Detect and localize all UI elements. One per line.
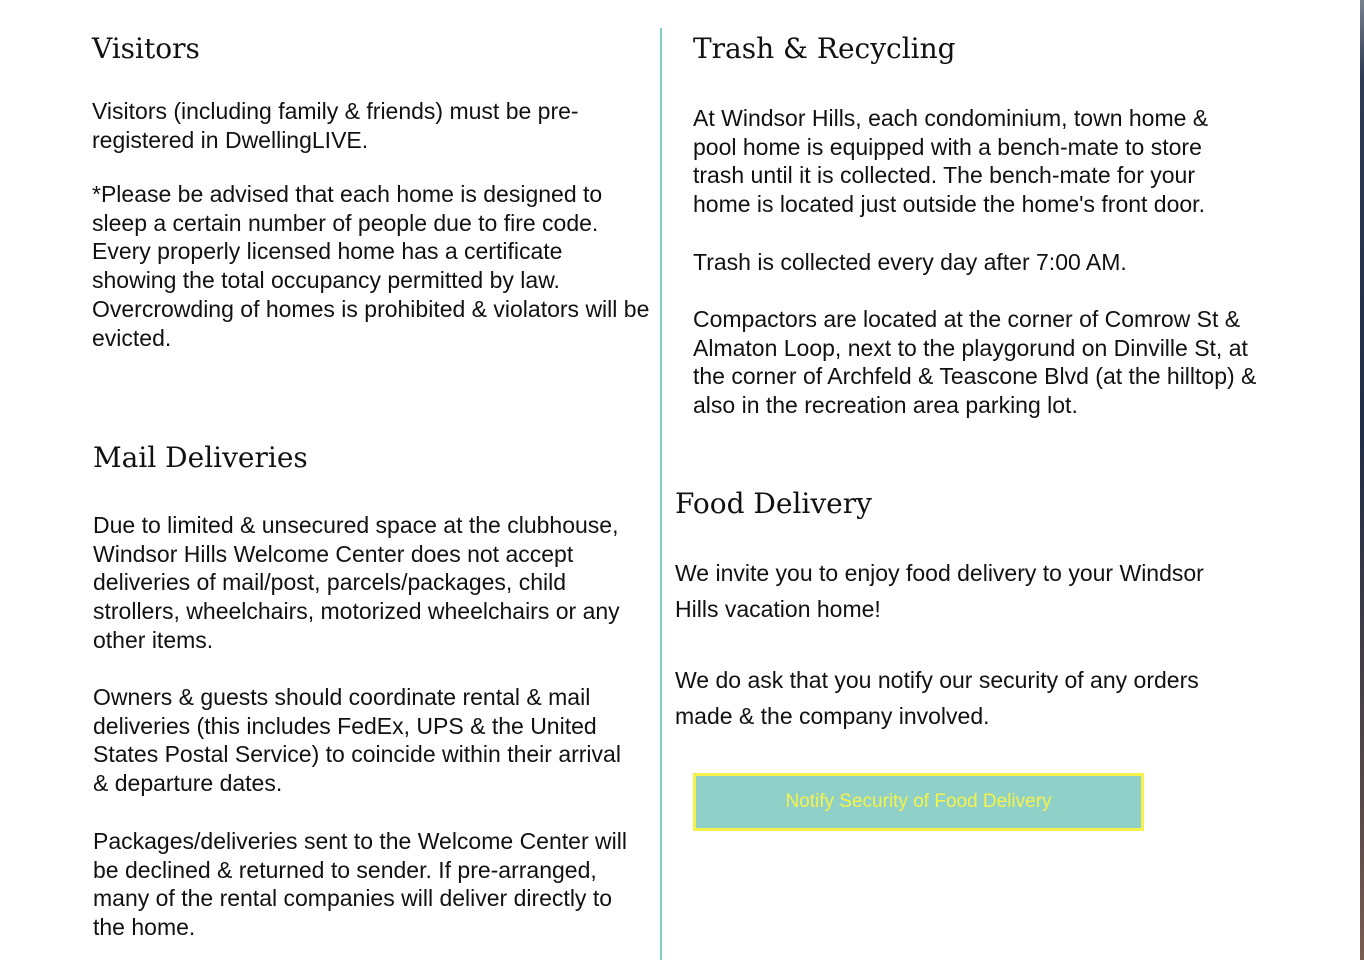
trash-recycling-paragraph-2: Trash is collected every day after 7:00 AM. — [693, 249, 1127, 275]
mail-deliveries-paragraph-1: Due to limited & unsecured space at the clubhouse, Windsor Hills Welcome Center does not accept deliveries of mail/post, parcels/packages, child strollers, wheelchairs, motorized wheelchairs or any other items. — [93, 512, 620, 653]
food-delivery-paragraph-2: We do ask that you notify our security of any orders made & the company involved. — [675, 667, 1199, 729]
visitors-paragraph-2: *Please be advised that each home is designed to sleep a certain number of people due to fire code. Every properly licensed home has a certificate showing the total occupancy permitted by law. Overcrowding of homes is prohibited & violators will be evicted. — [92, 181, 650, 351]
trash-recycling-paragraph-1: At Windsor Hills, each condominium, town home & pool home is equipped with a bench-mate to store trash until it is collected. The bench-mate for your home is located just outside the home's front door. — [693, 105, 1209, 218]
visitors-heading: Visitors — [92, 32, 200, 65]
notify-security-food-delivery-button[interactable] — [693, 773, 1144, 831]
visitors-paragraph-1: Visitors (including family & friends) must be pre-registered in DwellingLIVE. — [92, 98, 579, 153]
notify-security-button-label: Notify Security of Food Delivery — [785, 791, 1052, 812]
food-delivery-paragraph-1: We invite you to enjoy food delivery to your Windsor Hills vacation home! — [675, 560, 1204, 622]
food-delivery-heading: Food Delivery — [675, 487, 872, 520]
mail-deliveries-heading: Mail Deliveries — [93, 441, 308, 474]
trash-recycling-paragraph-3: Compactors are located at the corner of Comrow St & Almaton Loop, next to the playgorund on Dinville St, at the corner of Archfeld & Teascone Blvd (at the hilltop) & also in the recreation area parking lot. — [693, 306, 1257, 419]
trash-recycling-heading: Trash & Recycling — [693, 32, 956, 65]
window-edge-strip — [1360, 0, 1364, 960]
mail-deliveries-paragraph-3: Packages/deliveries sent to the Welcome Center will be declined & returned to sender. If pre-arranged, many of the rental companies will deliver directly to the home. — [93, 828, 627, 941]
mail-deliveries-paragraph-2: Owners & guests should coordinate rental & mail deliveries (this includes FedEx, UPS & the United States Postal Service) to coincide within their arrival & departure dates. — [93, 684, 621, 797]
column-divider — [660, 28, 662, 960]
